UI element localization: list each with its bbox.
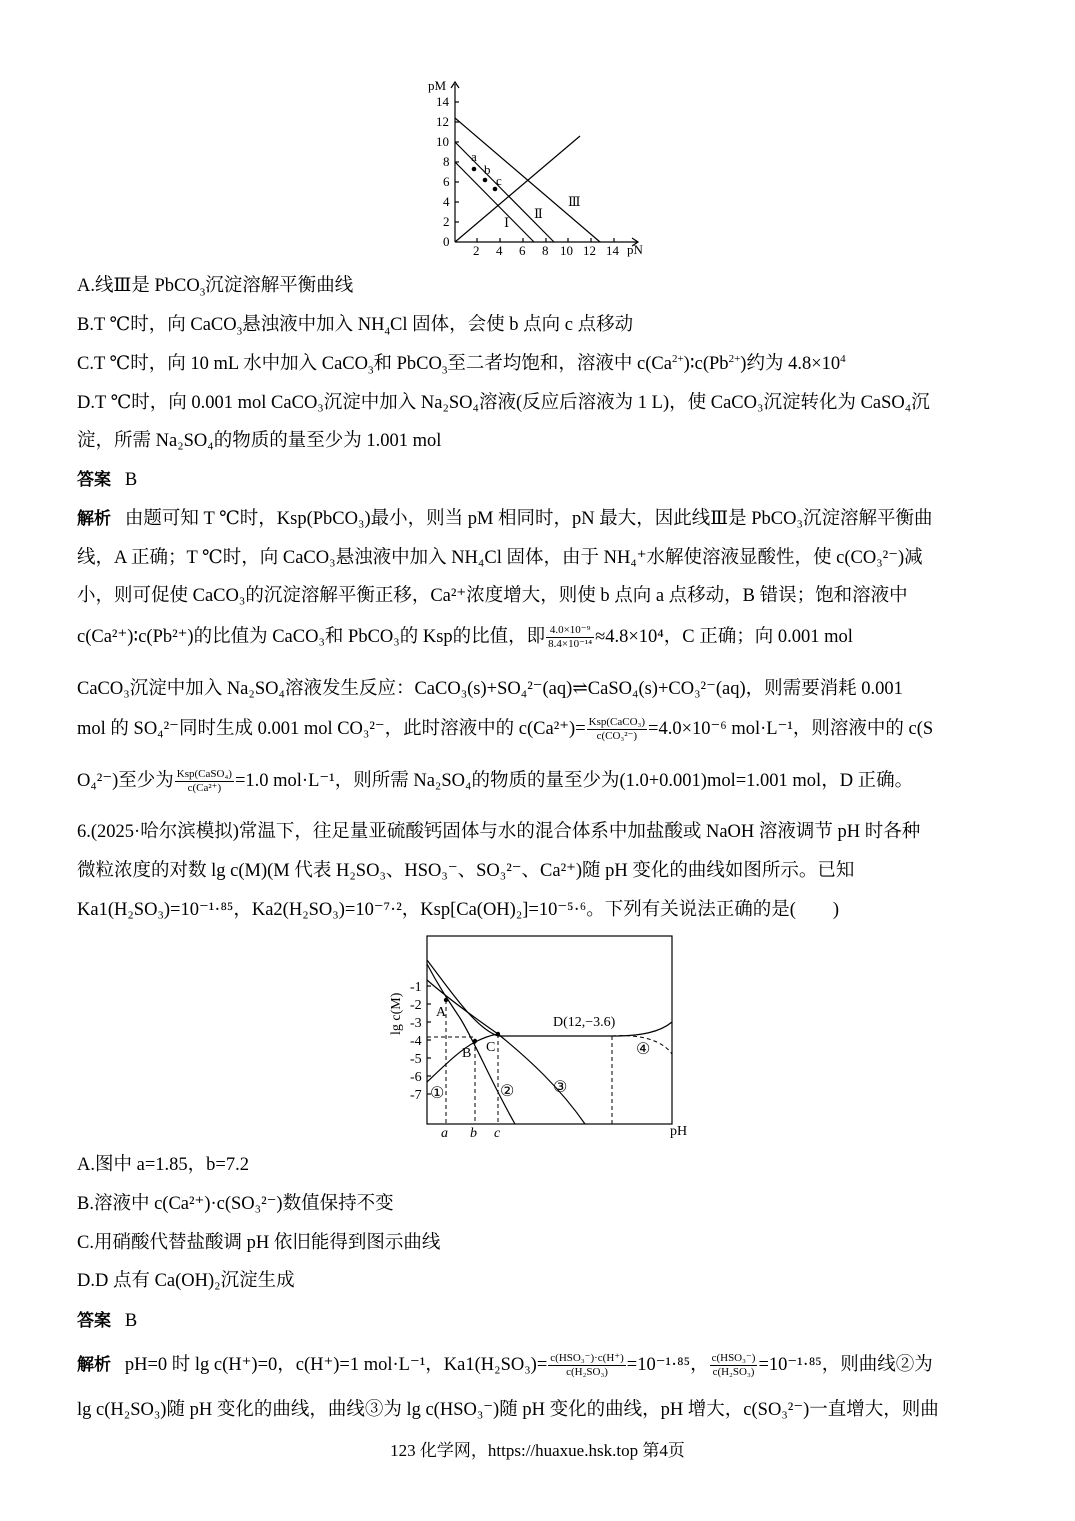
analysis-q5-line3: 小，则可促使 CaCO₃的沉淀溶解平衡正移，Ca²⁺浓度增大，则使 b 点向 a 点移动，B 错误；饱和溶液中: [77, 586, 908, 606]
fraction-numerator: Ksp(CaSO₄): [176, 768, 232, 780]
fraction-ksp-caso4: [175, 768, 234, 795]
x-tick: 8: [542, 243, 549, 258]
fraction-numerator: Ksp(CaCO₃): [588, 716, 646, 728]
answer-q6: [77, 1309, 137, 1333]
point-d-label: D(12,−3.6): [553, 1015, 616, 1030]
answer-q5: [77, 468, 137, 492]
y-tick: -7: [410, 1088, 422, 1103]
analysis-text: =10⁻¹·⁸⁵，: [626, 1354, 709, 1375]
analysis-label: 解析: [77, 509, 111, 529]
x-tick: b: [470, 1126, 477, 1141]
line-label: Ⅲ: [568, 194, 581, 209]
x-tick: c: [494, 1126, 501, 1141]
option-b: B.T ℃时，向 CaCO$_3$悬浊液中加入 $NH_4Cl$ 固体，会使 b 点向 c 点移动: [77, 315, 634, 338]
analysis-q5-line4: [77, 624, 853, 651]
q6-option-a: A.图中 a=1.85，b=7.2: [77, 1155, 249, 1175]
q6-stem-line3: Ka1(H₂SO₃)=10⁻¹·⁸⁵，Ka2(H₂SO₃)=10⁻⁷·²，Ksp[Ca(OH)₂]=10⁻⁵·⁶。下列有关说法正确的是( ): [77, 900, 840, 920]
answer-value: B: [124, 470, 138, 490]
fraction-denominator: c(Ca²⁺): [187, 782, 222, 794]
x-tick: a: [441, 1126, 448, 1141]
option-a-text: A.线Ⅲ是 PbCO: [77, 276, 200, 296]
fraction-denominator: c(H₂SO₃): [566, 1366, 608, 1378]
y-tick: -6: [410, 1070, 422, 1085]
y-tick: 0: [443, 234, 450, 249]
x-axis-label: pN: [627, 242, 643, 257]
analysis-q6-line2: lg c(H₂SO₃)随 pH 变化的曲线，曲线③为 lg c(HSO₃⁻)随 pH 变化的曲线，pH 增大，c(SO₃²⁻)一直增大，则曲: [77, 1400, 939, 1420]
fraction-denominator: 8.4×10⁻¹⁴: [548, 638, 593, 650]
y-tick: 2: [443, 214, 450, 229]
analysis-label: 解析: [77, 1354, 111, 1375]
point-label: C: [486, 1040, 496, 1055]
option-c-end: 约为 4.8×10: [746, 354, 841, 374]
option-a-tail: 沉淀溶解平衡曲线: [205, 276, 354, 296]
y-axis-label: pM: [428, 78, 447, 93]
option-c-text: C.T ℃时，向 10 mL 水中加入 CaCO: [77, 354, 369, 374]
analysis-text: mol 的 SO₄²⁻同时生成 0.001 mol CO₃²⁻，此时溶液中的 c(Ca²⁺)=: [77, 718, 586, 739]
analysis-q5-line1: [77, 507, 932, 531]
analysis-q5-line7: [77, 768, 913, 795]
y-tick: 10: [436, 134, 449, 149]
q6-option-b: B.溶液中 c(Ca²⁺)·c(SO₃²⁻)数值保持不变: [77, 1194, 394, 1214]
x-tick: 12: [583, 243, 596, 258]
figure-2-lgc-ph-chart: [380, 930, 700, 1142]
fraction-numerator: 4.0×10⁻⁹: [546, 624, 594, 638]
line-I: [455, 162, 534, 242]
y-tick: 4: [443, 194, 450, 209]
x-tick: 14: [606, 243, 619, 258]
y-tick: 6: [443, 174, 450, 189]
x-tick: 4: [496, 243, 503, 258]
analysis-text: pH=0 时 lg c(H⁺)=0，c(H⁺)=1 mol·L⁻¹，Ka1(H₂SO₃)=: [124, 1354, 548, 1375]
curve-3: [427, 980, 585, 1124]
fraction-numerator: c(HSO₃⁻)·c(H⁺): [550, 1352, 624, 1364]
x-tick: 2: [473, 243, 480, 258]
option-b-text: B.T ℃时，向 CaCO: [77, 315, 237, 335]
option-b-tail: Cl 固体，会使 b 点向 c 点移动: [390, 315, 634, 335]
fraction-ksp-caco3: [587, 716, 647, 743]
y-tick: -1: [410, 980, 422, 995]
fraction-numerator: c(HSO₃⁻): [711, 1352, 756, 1364]
point-a: [472, 167, 477, 172]
option-b-mid: 悬浊液中加入 NH: [242, 315, 385, 335]
fraction-ka1: [548, 1352, 625, 1379]
analysis-q5-line5: CaCO₃沉淀中加入 Na₂SO₄溶液发生反应：CaCO₃(s)+SO₄²⁻(aq)⇌CaSO₄(s)+CO₃²⁻(aq)，则需要消耗 0.001: [77, 679, 903, 699]
x-axis-label: pH: [670, 1124, 688, 1139]
point-b: [483, 178, 488, 183]
page-footer: 123 化学网，https://huaxue.hsk.top 第4页: [390, 1441, 685, 1460]
analysis-q6-line1: [77, 1352, 933, 1379]
analysis-text: =4.0×10⁻⁶ mol·L⁻¹，则溶液中的 c(S: [648, 718, 934, 739]
option-c-mid: 和 PbCO: [373, 354, 442, 374]
analysis-text: ≈4.8×10⁴，C 正确；向 0.001 mol: [595, 626, 853, 647]
option-d-line1: D.T ℃时，向 0.001 mol CaCO₃沉淀中加入 Na₂SO₄溶液(反应后溶液为 1 L)，使 CaCO₃沉淀转化为 CaSO₄沉: [77, 393, 930, 413]
y-tick: 8: [443, 154, 450, 169]
x-tick: 6: [519, 243, 526, 258]
analysis-q5-line2: 线，A 正确；T ℃时，向 CaCO₃悬浊液中加入 NH₄Cl 固体，由于 NH₄⁺水解使溶液显酸性，使 c(CO₃²⁻)减: [77, 548, 923, 568]
y-tick: -5: [410, 1052, 422, 1067]
point-label: c: [496, 173, 502, 188]
point-label: B: [462, 1046, 472, 1061]
line-label: Ⅱ: [534, 206, 543, 221]
fraction-denominator: c(CO₃²⁻): [596, 730, 638, 742]
y-tick: -3: [410, 1016, 422, 1031]
y-tick: 12: [436, 114, 449, 129]
point-C: [496, 1032, 500, 1036]
curve-label: ①: [430, 1085, 445, 1102]
y-tick: 14: [436, 94, 449, 109]
q6-stem-line2: 微粒浓度的对数 lg c(M)(M 代表 H₂SO₃、HSO₃⁻、SO₃²⁻、Ca²⁺)随 pH 变化的曲线如图所示。已知: [77, 861, 855, 881]
analysis-text: =10⁻¹·⁸⁵，则曲线②为: [758, 1354, 933, 1375]
fraction-ksp-ratio: [546, 624, 594, 651]
analysis-text: c(Ca²⁺)∶c(Pb²⁺)的比值为 CaCO₃和 PbCO₃的 Ksp的比值，即: [77, 626, 546, 647]
q6-stem-line1: 6.(2025·哈尔滨模拟)常温下，往足量亚硫酸钙固体与水的混合体系中加盐酸或 NaOH 溶液调节 pH 时各种: [77, 822, 921, 842]
q6-option-d: D.D 点有 Ca(OH)₂沉淀生成: [77, 1271, 295, 1291]
point-label: A: [436, 1005, 447, 1020]
q6-option-c: C.用硝酸代替盐酸调 pH 依旧能得到图示曲线: [77, 1233, 441, 1253]
y-axis-label: lg c(M): [389, 992, 404, 1035]
fraction-denominator: c(H₂SO₃): [712, 1366, 755, 1378]
curve-label: ②: [500, 1083, 515, 1100]
figure-1-ksp-chart: [420, 74, 660, 264]
option-c-tail: 至二者均饱和，溶液中 c(Ca: [447, 354, 672, 374]
line-label: Ⅰ: [504, 215, 510, 230]
analysis-text: O₄²⁻)至少为: [77, 770, 174, 791]
curve-label: ④: [636, 1041, 651, 1058]
fraction-hso3-h2so3: [710, 1352, 758, 1379]
point-label: b: [484, 162, 491, 177]
y-tick: -2: [410, 998, 422, 1013]
point-A: [444, 998, 448, 1002]
curve-label: ③: [553, 1079, 568, 1096]
analysis-text: =1.0 mol·L⁻¹，则所需 Na₂SO₄的物质的量至少为(1.0+0.001)mol=1.001 mol，D 正确。: [234, 770, 914, 791]
point-label: a: [471, 149, 477, 164]
option-c: C.T ℃时，向 10 mL 水中加入 CaCO$_3$和 PbCO$_3$至二者均饱和，溶液中 $c(Ca^{2+})∶c(Pb^{2+})$约为 $4.8\times 10^4$: [77, 352, 846, 377]
y-tick: -4: [410, 1034, 422, 1049]
option-a: A.线Ⅲ是 PbCO$_3$沉淀溶解平衡曲线: [77, 276, 354, 299]
point-B: [473, 1039, 477, 1043]
answer-label: 答案: [77, 470, 111, 490]
option-d-line2: 淀，所需 Na₂SO₄的物质的量至少为 1.001 mol: [77, 431, 442, 451]
answer-label: 答案: [77, 1311, 111, 1331]
answer-value: B: [124, 1311, 138, 1331]
x-tick: 10: [560, 243, 573, 258]
plot-frame: [427, 936, 672, 1124]
analysis-q5-line6: [77, 716, 933, 743]
analysis-text: 由题可知 T ℃时，Ksp(PbCO₃)最小，则当 pM 相同时，pN 最大，因此线Ⅲ是 PbCO₃沉淀溶解平衡曲: [124, 509, 933, 529]
